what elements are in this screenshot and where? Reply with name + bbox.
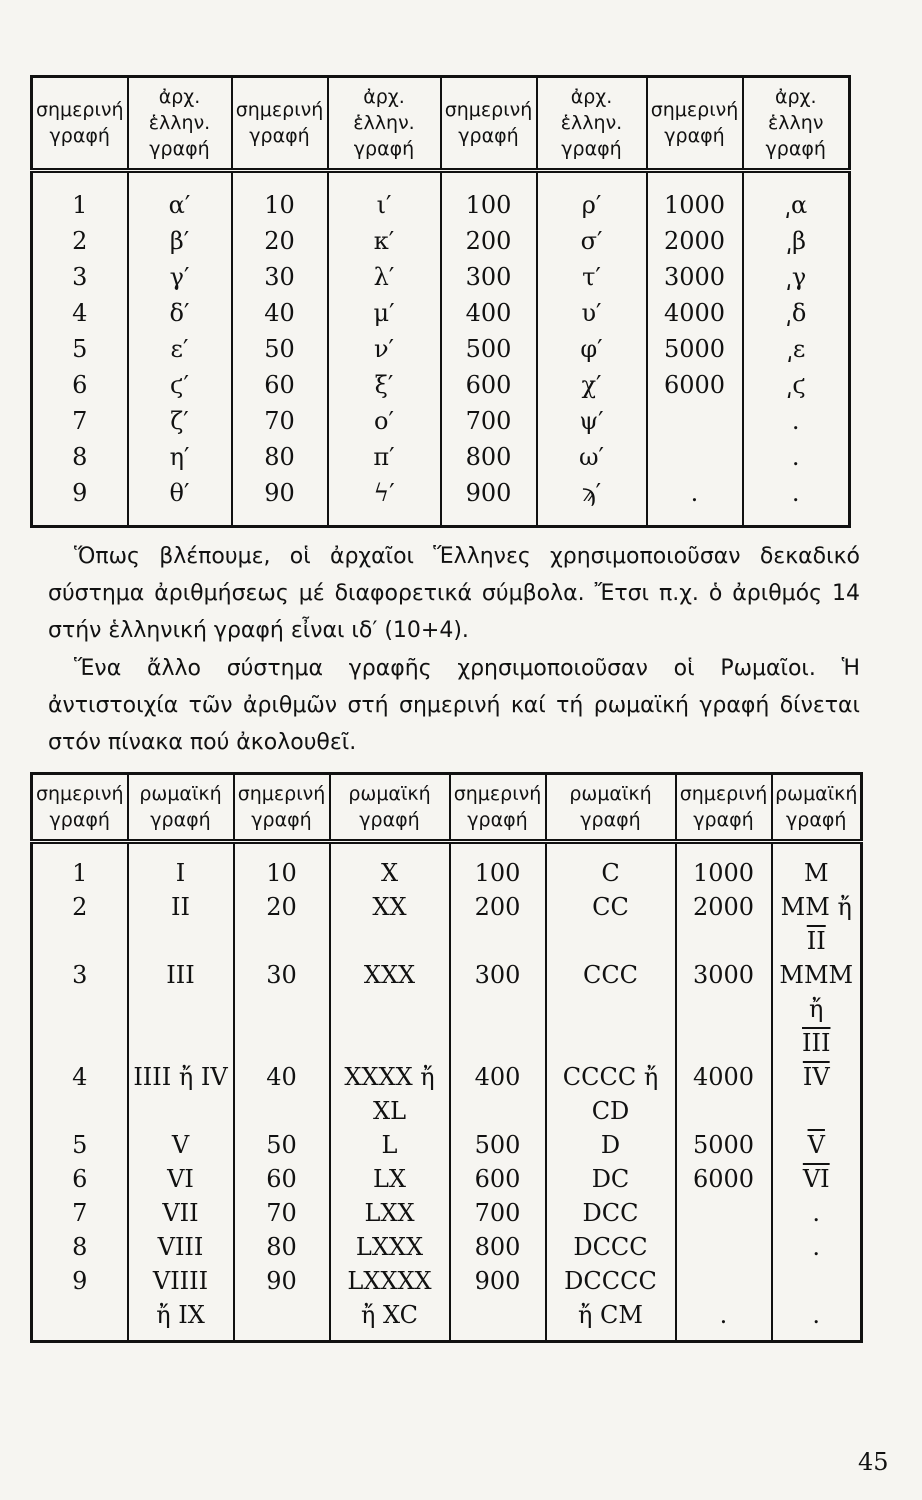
table-cell: μ′ <box>328 295 441 331</box>
table-cell: 30 <box>234 958 330 1060</box>
table-cell: 60 <box>232 367 328 403</box>
table-cell: . <box>647 475 743 527</box>
table-cell: ϡ′ <box>537 475 647 527</box>
cell-line: CCCC ἤ <box>562 1063 659 1091</box>
table-cell <box>676 1230 772 1264</box>
header-cell: ρωμαϊκή γραφή <box>128 774 234 842</box>
table-cell: XXX <box>330 958 450 1060</box>
table-cell: 80 <box>232 439 328 475</box>
table-cell: ρ′ <box>537 171 647 224</box>
table-cell: 3000 <box>647 259 743 295</box>
table-cell: VI <box>128 1162 234 1196</box>
table-cell: DCC <box>546 1196 676 1230</box>
table-cell: ͵ϛ <box>743 367 850 403</box>
table-cell: 300 <box>441 259 537 295</box>
table-cell: θ′ <box>128 475 232 527</box>
cell-line: ἤ IX <box>156 1301 205 1329</box>
header-cell: σημερινή γραφή <box>450 774 546 842</box>
table-header-row <box>32 774 862 842</box>
cell-line: CD <box>591 1097 630 1125</box>
table-cell: XX <box>330 890 450 958</box>
cell-line: MM ἤ <box>780 893 852 921</box>
table-cell: 4 <box>32 1060 128 1128</box>
table-cell <box>647 403 743 439</box>
roman-numerals-table <box>30 772 863 1343</box>
table-cell: ξ′ <box>328 367 441 403</box>
table-cell: V <box>128 1128 234 1162</box>
table-cell: 20 <box>234 890 330 958</box>
header-cell: σημερινή γραφή <box>647 77 743 171</box>
table-cell: 9 <box>32 475 128 527</box>
table-cell: LX <box>330 1162 450 1196</box>
table-row <box>32 171 850 224</box>
table-cell: 3 <box>32 958 128 1060</box>
table-cell: ͵ε <box>743 331 850 367</box>
table-cell: VIII <box>128 1230 234 1264</box>
table-cell: . <box>743 439 850 475</box>
table-row <box>32 295 850 331</box>
header-cell: ἀρχ. ἑλλην. γραφή <box>537 77 647 171</box>
table-cell: ν′ <box>328 331 441 367</box>
table-cell: 800 <box>450 1230 546 1264</box>
table-row <box>32 890 862 958</box>
table-cell: 30 <box>232 259 328 295</box>
table-cell: ϛ′ <box>128 367 232 403</box>
cell-line: XXXX ἤ <box>344 1063 435 1091</box>
header-cell: σημερινή γραφή <box>232 77 328 171</box>
table-cell <box>772 1128 862 1162</box>
table-cell <box>330 1060 450 1128</box>
table-cell: 500 <box>441 331 537 367</box>
table-cell: 400 <box>441 295 537 331</box>
table-cell: 7 <box>32 403 128 439</box>
table-cell: 6 <box>32 367 128 403</box>
cell-line: DCCCC <box>564 1267 657 1295</box>
table-cell: σ′ <box>537 223 647 259</box>
cell-line: LXXXX <box>347 1267 432 1295</box>
cell-line: MMM ἤ <box>779 961 854 1023</box>
header-cell: σημερινή γραφή <box>32 77 128 171</box>
table-cell: 40 <box>232 295 328 331</box>
table-cell: 4000 <box>647 295 743 331</box>
table-cell: η′ <box>128 439 232 475</box>
table-cell: ͵β <box>743 223 850 259</box>
table-cell: 10 <box>234 842 330 891</box>
table-cell: III <box>128 958 234 1060</box>
table-cell: 8 <box>32 1230 128 1264</box>
table-cell: 600 <box>441 367 537 403</box>
table-cell: ͵δ <box>743 295 850 331</box>
overlined-numeral: $\overline{II}$ <box>806 927 826 955</box>
table-cell: ε′ <box>128 331 232 367</box>
table-cell: 5000 <box>647 331 743 367</box>
table-cell: 100 <box>441 171 537 224</box>
table-cell: 3000 <box>676 958 772 1060</box>
table-cell: ϟ′ <box>328 475 441 527</box>
table-cell: 500 <box>450 1128 546 1162</box>
table-cell: DCCC <box>546 1230 676 1264</box>
table-cell: . <box>772 1196 862 1230</box>
cell-line: . <box>812 1301 821 1329</box>
table-cell: τ′ <box>537 259 647 295</box>
table-cell: CCC <box>546 958 676 1060</box>
table-row <box>32 1264 862 1342</box>
table-cell <box>330 1264 450 1342</box>
overlined-numeral: $\overline{IV}$ <box>802 1063 830 1091</box>
cell-line: XL <box>372 1097 407 1125</box>
table-cell: 800 <box>441 439 537 475</box>
table-cell: 100 <box>450 842 546 891</box>
table-row <box>32 1230 862 1264</box>
overlined-numeral: $\overline{V}$ <box>807 1131 825 1159</box>
table-cell: 90 <box>232 475 328 527</box>
header-cell: ρωμαϊκή γραφή <box>772 774 862 842</box>
table-row <box>32 1196 862 1230</box>
table-cell: α′ <box>128 171 232 224</box>
table-cell: κ′ <box>328 223 441 259</box>
table-cell: 70 <box>232 403 328 439</box>
table-row <box>32 1162 862 1196</box>
table-cell: 6 <box>32 1162 128 1196</box>
table-cell: 700 <box>450 1196 546 1230</box>
table-row <box>32 223 850 259</box>
table-cell: ζ′ <box>128 403 232 439</box>
table-row <box>32 439 850 475</box>
header-cell: ἀρχ. ἑλλην. γραφή <box>128 77 232 171</box>
table-cell: υ′ <box>537 295 647 331</box>
table-cell: ω′ <box>537 439 647 475</box>
paragraph-roman-system: Ἕνα ἄλλο σύστημα γραφῆς χρησιμοποιοῦσαν οἱ Ρωμαῖοι. Ἡ ἀντιστοιχία τῶν ἀριθμῶν στή σημερινή καί τή ρωμαϊκή γραφή δίνεται στόν πίνακα πού ἀκολουθεῖ. <box>48 656 860 755</box>
table-cell: . <box>743 403 850 439</box>
table-cell: 2 <box>32 223 128 259</box>
table-cell: 600 <box>450 1162 546 1196</box>
table-cell: L <box>330 1128 450 1162</box>
paragraph-greek-system: Ὅπως βλέπουμε, οἱ ἀρχαῖοι Ἕλληνες χρησιμοποιοῦσαν δεκαδικό σύστημα ἀριθμήσεως μέ διαφορετικά σύμβολα. Ἔτσι π.χ. ὁ ἀριθμός 14 στήν ἑλληνική γραφή εἶναι ιδ′ (10+4). <box>48 544 860 643</box>
table-cell: ͵α <box>743 171 850 224</box>
table-cell: . <box>772 1230 862 1264</box>
table-cell: 80 <box>234 1230 330 1264</box>
header-cell: ρωμαϊκή γραφή <box>546 774 676 842</box>
table-cell: C <box>546 842 676 891</box>
header-cell: ρωμαϊκή γραφή <box>330 774 450 842</box>
table-cell: δ′ <box>128 295 232 331</box>
table-cell: 4000 <box>676 1060 772 1128</box>
table-row <box>32 259 850 295</box>
header-cell: ἀρχ. ἑλλην γραφή <box>743 77 850 171</box>
table-cell: LXX <box>330 1196 450 1230</box>
table-cell: ο′ <box>328 403 441 439</box>
table-cell: 4 <box>32 295 128 331</box>
table-cell: DC <box>546 1162 676 1196</box>
table-row <box>32 403 850 439</box>
table-cell: 200 <box>450 890 546 958</box>
table-cell <box>772 958 862 1060</box>
table-cell <box>546 1060 676 1128</box>
table-row <box>32 475 850 527</box>
table-cell: 1 <box>32 842 128 891</box>
table-cell: λ′ <box>328 259 441 295</box>
table-cell: 90 <box>234 1264 330 1342</box>
table-cell: 200 <box>441 223 537 259</box>
table-cell: 300 <box>450 958 546 1060</box>
cell-line: . <box>719 1301 728 1329</box>
table-cell: ψ′ <box>537 403 647 439</box>
table-cell: ͵γ <box>743 259 850 295</box>
table-cell: 7 <box>32 1196 128 1230</box>
table-cell: X <box>330 842 450 891</box>
table-cell: I <box>128 842 234 891</box>
table-row <box>32 1128 862 1162</box>
table-cell: 9 <box>32 1264 128 1342</box>
overlined-numeral: $\overline{III}$ <box>802 1029 831 1057</box>
table-cell <box>772 890 862 958</box>
header-cell: σημερινή γραφή <box>234 774 330 842</box>
cell-line: ἤ CM <box>578 1301 643 1329</box>
table-row <box>32 1060 862 1128</box>
table-cell: D <box>546 1128 676 1162</box>
table-cell: 10 <box>232 171 328 224</box>
header-cell: σημερινή γραφή <box>32 774 128 842</box>
table-cell: CC <box>546 890 676 958</box>
table-cell: 40 <box>234 1060 330 1128</box>
table-cell: 70 <box>234 1196 330 1230</box>
table-cell: 50 <box>234 1128 330 1162</box>
table-cell: 6000 <box>647 367 743 403</box>
table-cell: 5000 <box>676 1128 772 1162</box>
table-cell: π′ <box>328 439 441 475</box>
table-cell: 6000 <box>676 1162 772 1196</box>
table-cell <box>647 439 743 475</box>
table-cell: 1000 <box>676 842 772 891</box>
table-cell: 20 <box>232 223 328 259</box>
table-cell: . <box>743 475 850 527</box>
table-cell <box>546 1264 676 1342</box>
table-cell: LXXX <box>330 1230 450 1264</box>
header-cell: σημερινή γραφή <box>441 77 537 171</box>
table-cell: φ′ <box>537 331 647 367</box>
table-cell: 900 <box>441 475 537 527</box>
table-cell: β′ <box>128 223 232 259</box>
table-cell: IIII ἤ IV <box>128 1060 234 1128</box>
table-cell: II <box>128 890 234 958</box>
table-cell: M <box>772 842 862 891</box>
table-cell: VII <box>128 1196 234 1230</box>
table-cell <box>772 1060 862 1128</box>
header-cell: ἀρχ. ἑλλην. γραφή <box>328 77 441 171</box>
cell-line: ἤ XC <box>360 1301 419 1329</box>
table-header-row <box>32 77 850 171</box>
table-cell: χ′ <box>537 367 647 403</box>
table-cell: 400 <box>450 1060 546 1128</box>
table-cell: 2000 <box>647 223 743 259</box>
table-row <box>32 331 850 367</box>
table-cell: 1000 <box>647 171 743 224</box>
table-cell: 1 <box>32 171 128 224</box>
table-cell <box>676 1264 772 1342</box>
table-row <box>32 958 862 1060</box>
table-row <box>32 842 862 891</box>
table-cell: 8 <box>32 439 128 475</box>
overlined-numeral: $\overline{VI}$ <box>802 1165 830 1193</box>
table-cell: 5 <box>32 1128 128 1162</box>
cell-line: VIIII <box>152 1267 209 1295</box>
table-cell <box>772 1264 862 1342</box>
table-cell: 60 <box>234 1162 330 1196</box>
table-cell <box>128 1264 234 1342</box>
greek-numerals-table <box>30 75 851 528</box>
table-cell <box>676 1196 772 1230</box>
table-cell: 700 <box>441 403 537 439</box>
table-cell: γ′ <box>128 259 232 295</box>
table-cell: 5 <box>32 331 128 367</box>
table-cell: 2000 <box>676 890 772 958</box>
table-cell: 2 <box>32 890 128 958</box>
table-cell: 900 <box>450 1264 546 1342</box>
table-cell: 3 <box>32 259 128 295</box>
page-number: 45 <box>858 1448 889 1476</box>
table-cell: 50 <box>232 331 328 367</box>
header-cell: σημερινή γραφή <box>676 774 772 842</box>
table-cell: ι′ <box>328 171 441 224</box>
table-cell <box>772 1162 862 1196</box>
table-row <box>32 367 850 403</box>
